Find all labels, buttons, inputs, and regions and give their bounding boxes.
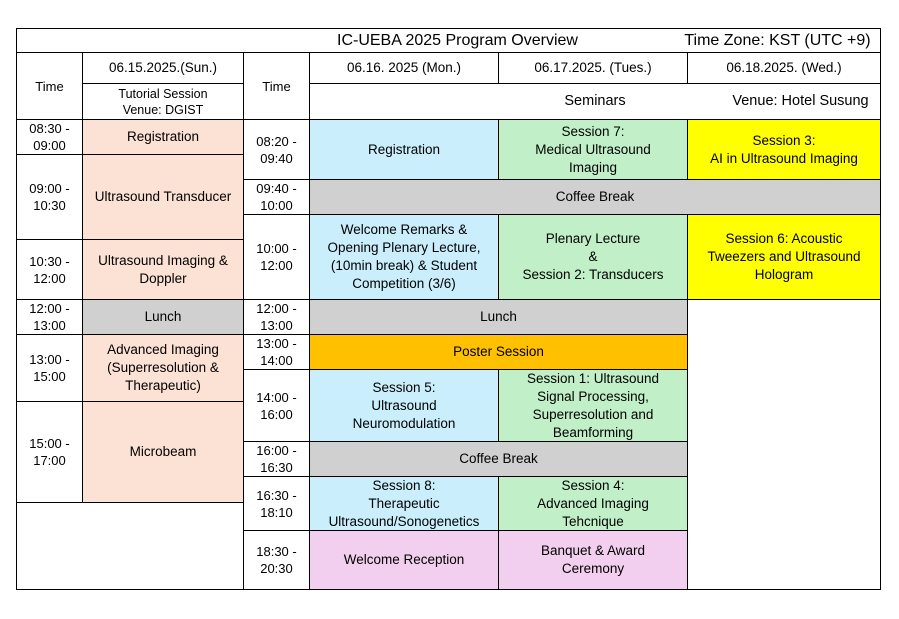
tuesday-session-4: Session 4: Advanced Imaging Tehcnique — [498, 476, 688, 531]
wednesday-date-header: 06.18.2025. (Wed.) — [687, 52, 881, 84]
sunday-time-slot: 15:00 - 17:00 — [16, 401, 83, 503]
sunday-time-slot: 13:00 - 15:00 — [16, 334, 83, 402]
seminar-time-slot: 18:30 - 20:30 — [243, 530, 310, 590]
monday-welcome-plenary: Welcome Remarks & Opening Plenary Lecture, (10min break) & Student Competition (3/6) — [309, 214, 499, 300]
monday-session-5: Session 5: Ultrasound Neuromodulation — [309, 369, 499, 442]
monday-date-header: 06.16. 2025 (Mon.) — [309, 52, 499, 84]
monday-session-8: Session 8: Therapeutic Ultrasound/Sonogenetics — [309, 476, 499, 531]
time-header-right: Time — [243, 52, 310, 120]
sunday-session-imaging: Ultrasound Imaging & Doppler — [82, 239, 244, 300]
sunday-time-slot: 12:00 - 13:00 — [16, 299, 83, 335]
sunday-time-slot: 10:30 - 12:00 — [16, 239, 83, 300]
sunday-date-header: 06.15.2025.(Sun.) — [82, 52, 244, 84]
seminar-lunch: Lunch — [309, 299, 688, 335]
wednesday-session-6: Session 6: Acoustic Tweezers and Ultrasound Hologram — [687, 214, 881, 300]
sunday-venue-header: Tutorial Session Venue: DGIST — [82, 83, 244, 120]
empty-cell — [16, 502, 244, 590]
timezone-label: Time Zone: KST (UTC +9) — [684, 31, 871, 49]
seminar-time-slot: 12:00 - 13:00 — [243, 299, 310, 335]
wednesday-session-3: Session 3: AI in Ultrasound Imaging — [687, 119, 881, 180]
seminar-time-slot: 13:00 - 14:00 — [243, 334, 310, 370]
sunday-session-microbeam: Microbeam — [82, 401, 244, 503]
page-title: IC-UEBA 2025 Program Overview — [337, 31, 578, 49]
monday-welcome-reception: Welcome Reception — [309, 530, 499, 590]
venue-label: Venue: Hotel Susung — [732, 93, 869, 109]
tuesday-session-1: Session 1: Ultrasound Signal Processing, Superresolution and Beamforming — [498, 369, 688, 442]
sunday-lunch: Lunch — [82, 299, 244, 335]
seminars-label: Seminars — [564, 93, 626, 109]
sunday-registration: Registration — [82, 119, 244, 155]
poster-session: Poster Session — [309, 334, 688, 370]
sunday-session-transducer: Ultrasound Transducer — [82, 154, 244, 240]
tuesday-session-7: Session 7: Medical Ultrasound Imaging — [498, 119, 688, 180]
seminar-time-slot: 10:00 - 12:00 — [243, 214, 310, 300]
tuesday-date-header: 06.17.2025. (Tues.) — [498, 52, 688, 84]
coffee-break-morning: Coffee Break — [309, 179, 881, 215]
seminar-time-slot: 16:00 - 16:30 — [243, 441, 310, 477]
seminar-time-slot: 09:40 - 10:00 — [243, 179, 310, 215]
seminar-time-slot: 16:30 - 18:10 — [243, 476, 310, 531]
seminar-time-slot: 08:20 - 09:40 — [243, 119, 310, 180]
monday-registration: Registration — [309, 119, 499, 180]
coffee-break-afternoon: Coffee Break — [309, 441, 688, 477]
tuesday-banquet: Banquet & Award Ceremony — [498, 530, 688, 590]
empty-cell — [687, 299, 881, 590]
time-header-left: Time — [16, 52, 83, 120]
sunday-time-slot: 08:30 - 09:00 — [16, 119, 83, 155]
sunday-session-advanced: Advanced Imaging (Superresolution & Therapeutic) — [82, 334, 244, 402]
seminar-time-slot: 14:00 - 16:00 — [243, 369, 310, 442]
tuesday-plenary-session-2: Plenary Lecture & Session 2: Transducers — [498, 214, 688, 300]
sunday-time-slot: 09:00 - 10:30 — [16, 154, 83, 240]
